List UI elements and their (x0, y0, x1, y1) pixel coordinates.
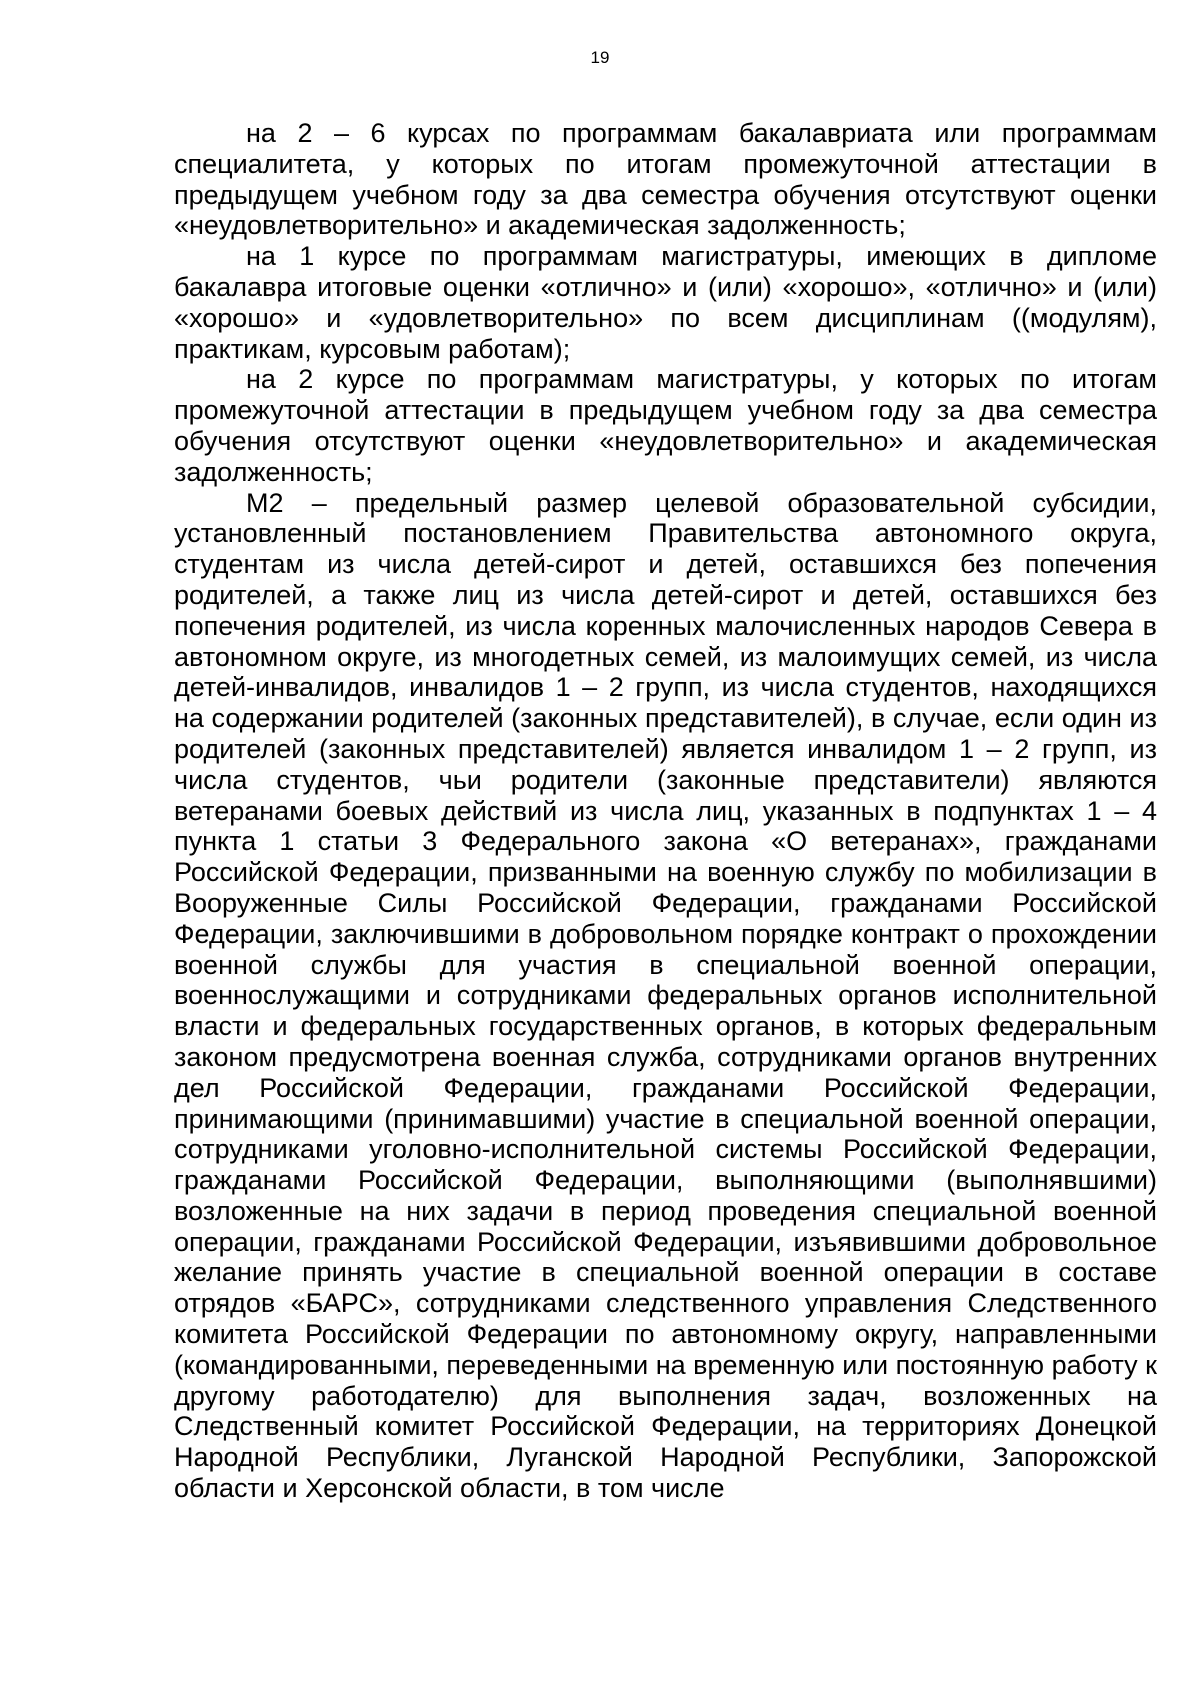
paragraph-bachelor-courses: на 2 – 6 курсах по программам бакалавриата или программам специалитета, у которых по итогам промежуточной аттестации в предыдущем учебном году за два семестра обучения отсутствуют оценки «неудовлетворительно» и академическая задолженность; (174, 118, 1157, 241)
document-body (174, 118, 1157, 1504)
paragraph-master-second-course: на 2 курсе по программам магистратуры, у которых по итогам промежуточной аттестации в предыдущем учебном году за два семестра обучения отсутствуют оценки «неудовлетворительно» и академическая задолженность; (174, 364, 1157, 487)
page-number: 19 (590, 48, 610, 67)
paragraph-m2-definition: M2 – предельный размер целевой образовательной субсидии, установленный постановлением Правительства автономного округа, студентам из числа детей-сирот и детей, оставшихся без попечения родителей, а также лиц из числа детей-сирот и детей, оставшихся без попечения родителей, из числа коренных малочисленных народов Севера в автономном округе, из многодетных семей, из малоимущих семей, из числа детей-инвалидов, инвалидов 1 – 2 групп, из числа студентов, находящихся на содержании родителей (законных представителей), в случае, если один из родителей (законных представителей) является инвалидом 1 – 2 групп, из числа студентов, чьи родители (законные представители) являются ветеранами боевых действий из числа лиц, указанных в подпунктах 1 – 4 пункта 1 статьи 3 Федерального закона «О ветеранах», гражданами Российской Федерации, призванными на военную службу по мобилизации в Вооруженные Силы Российской Федерации, гражданами Российской Федерации, заключившими в добровольном порядке контракт о прохождении военной службы для участия в специальной военной операции, военнослужащими и сотрудниками федеральных органов исполнительной власти и федеральных государственных органов, в которых федеральным законом предусмотрена военная служба, сотрудниками органов внутренних дел Российской Федерации, гражданами Российской Федерации, принимающими (принимавшими) участие в специальной военной операции, сотрудниками уголовно-исполнительной системы Российской Федерации, гражданами Российской Федерации, выполняющими (выполнявшими) возложенные на них задачи в период проведения специальной военной операции, гражданами Российской Федерации, изъявившими добровольное желание принять участие в специальной военной операции в составе отрядов «БАРС», сотрудниками следственного управления Следственного комитета Российской Федерации по автономному округу, направленными (командированными, переведенными на временную или постоянную работу к другому работодателю) для выполнения задач, возложенных на Следственный комитет Российской Федерации, на территориях Донецкой Народной Республики, Луганской Народной Республики, Запорожской области и Херсонской области, в том числе (174, 487, 1157, 1504)
paragraph-master-first-course: на 1 курсе по программам магистратуры, имеющих в дипломе бакалавра итоговые оценки «отлично» и (или) «хорошо», «отлично» и (или) «хорошо» и «удовлетворительно» по всем дисциплинам ((модулям), практикам, курсовым работам); (174, 241, 1157, 364)
